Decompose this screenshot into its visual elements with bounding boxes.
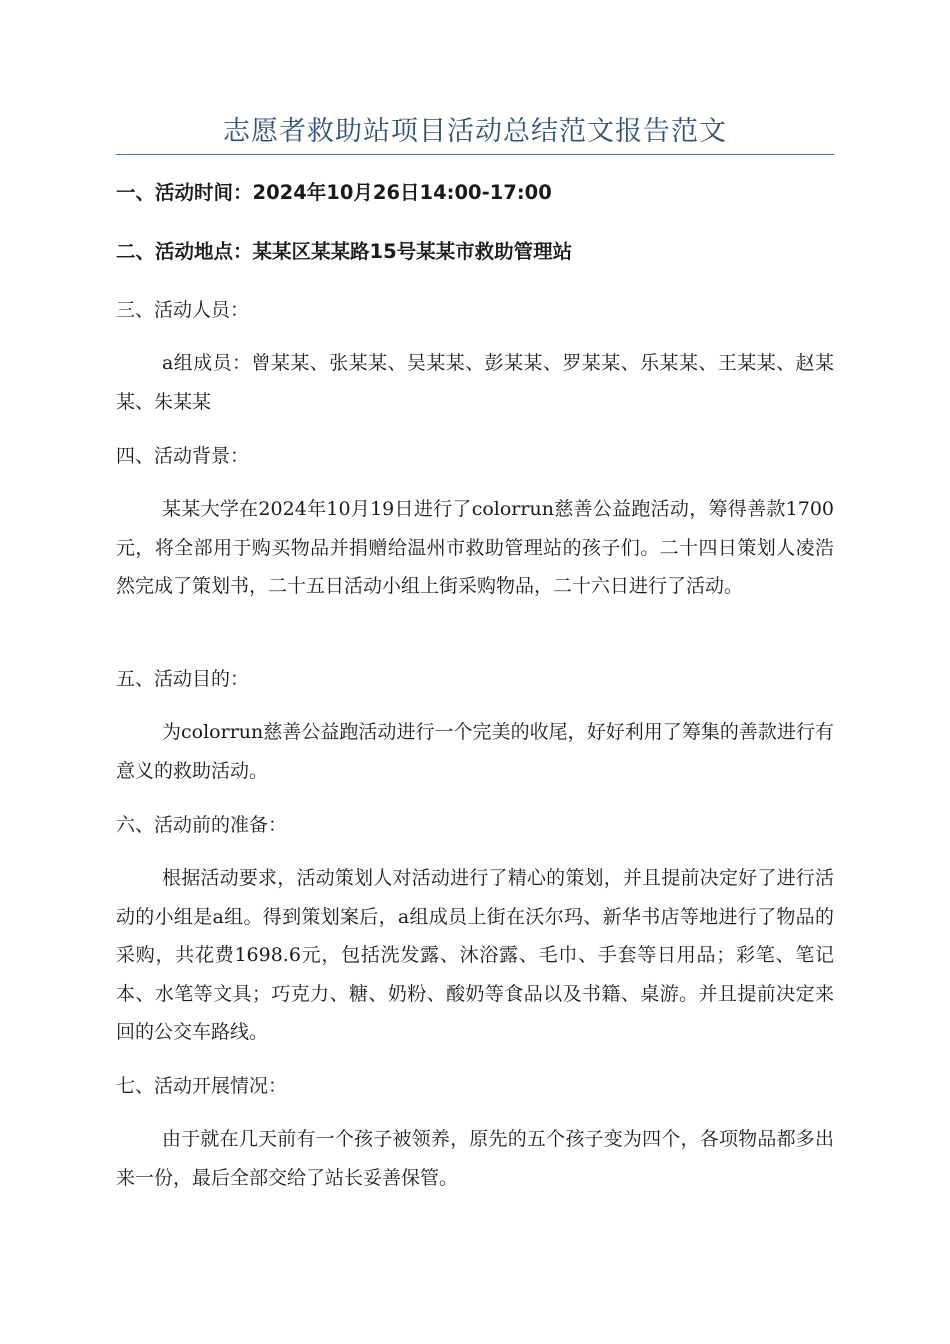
section-heading-preparation: 六、活动前的准备：	[116, 814, 288, 836]
section-body-purpose: 为colorrun慈善公益跑活动进行一个完美的收尾，好好利用了筹集的善款进行有意义的救助活动。	[116, 721, 834, 782]
section-body-preparation: 根据活动要求，活动策划人对活动进行了精心的策划，并且提前决定好了进行活动的小组是a组。得到策划案后，a组成员上街在沃尔玛、新华书店等地进行了物品的采购，共花费1698.6元，包括洗发露、沐浴露、毛巾、手套等日用品；彩笔、笔记本、水笔等文具；巧克力、糖、奶粉、酸奶等食品以及书籍、桌游。并且提前决定来回的公交车路线。	[116, 867, 834, 1043]
section-body-progress: 由于就在几天前有一个孩子被领养，原先的五个孩子变为四个，各项物品都多出来一份，最后全部交给了站长妥善保管。	[116, 1128, 834, 1189]
document-title: 志愿者救助站项目活动总结范文报告范文	[223, 116, 727, 147]
section-body-members: a组成员：曾某某、张某某、吴某某、彭某某、罗某某、乐某某、王某某、赵某某、朱某某	[116, 352, 834, 413]
section-heading-location: 二、活动地点：某某区某某路15号某某市救助管理站	[116, 240, 573, 263]
section-heading-members: 三、活动人员：	[116, 299, 250, 321]
section-heading-time: 一、活动时间：2024年10月26日14:00-17:00	[116, 181, 552, 204]
title-underline	[116, 154, 834, 155]
section-body-background: 某某大学在2024年10月19日进行了colorrun慈善公益跑活动，筹得善款1700元，将全部用于购买物品并捐赠给温州市救助管理站的孩子们。二十四日策划人凌浩然完成了策划书，二十五日活动小组上街采购物品，二十六日进行了活动。	[116, 498, 834, 597]
section-heading-progress: 七、活动开展情况：	[116, 1075, 288, 1097]
section-heading-background: 四、活动背景：	[116, 445, 250, 467]
section-heading-purpose: 五、活动目的：	[116, 668, 250, 690]
